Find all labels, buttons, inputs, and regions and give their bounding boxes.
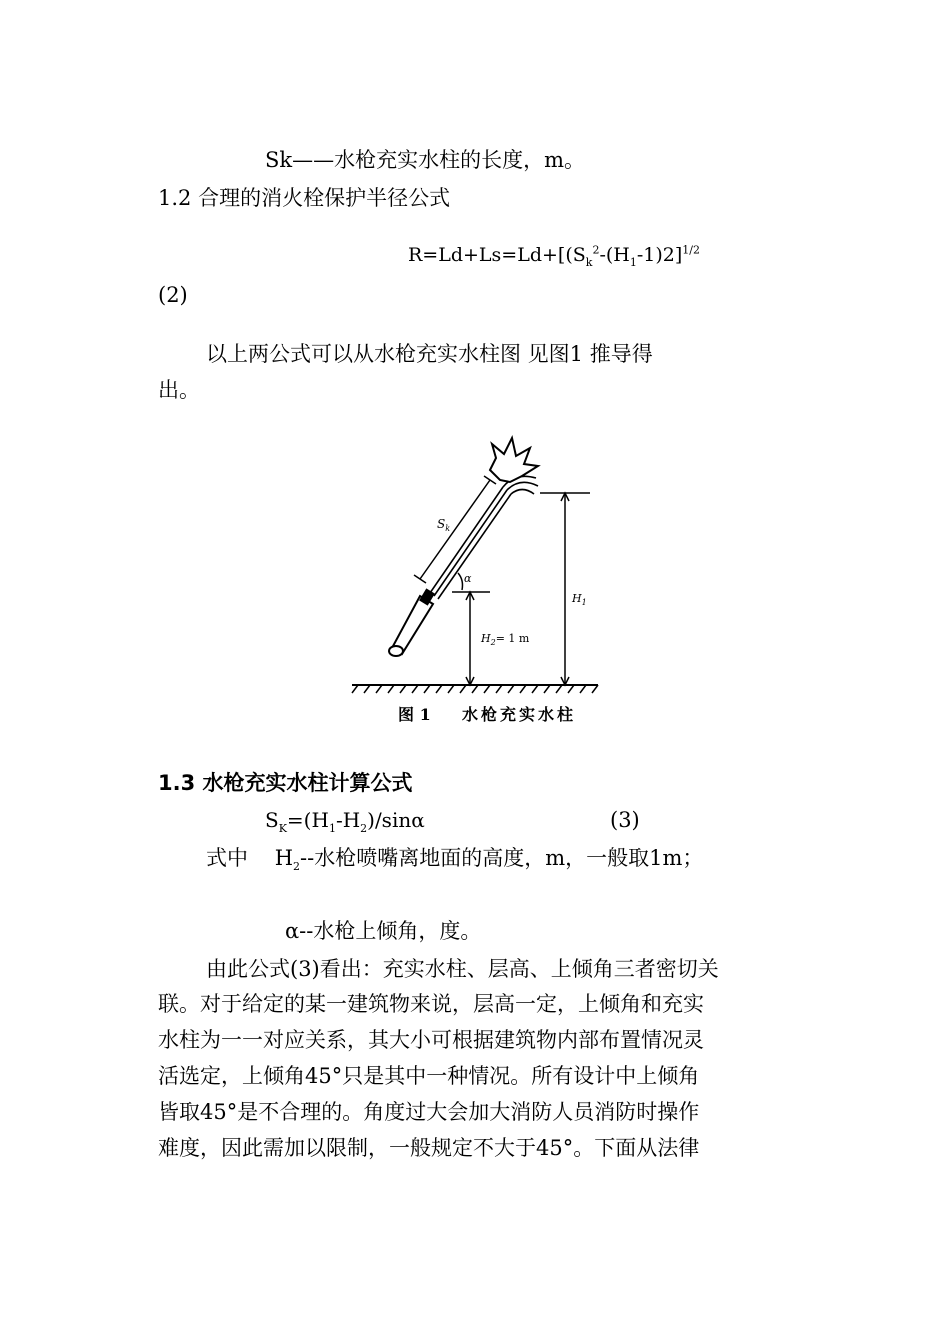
formula-3-part: =(H bbox=[286, 808, 329, 832]
formula-2-part: -(H bbox=[599, 244, 630, 266]
formula-3-sub-2: 2 bbox=[360, 822, 368, 835]
paragraph-1-line-1: 以上两公式可以从水枪充实水柱图 见图1 推导得 bbox=[206, 342, 653, 366]
paragraph-1-line-2: 出。 bbox=[158, 378, 200, 402]
formula-3-part: S bbox=[265, 808, 279, 832]
formula-3 bbox=[265, 806, 425, 834]
alpha-definition: α--水枪上倾角，度。 bbox=[285, 919, 482, 943]
paragraph-2-line: 由此公式(3)看出：充实水柱、层高、上倾角三者密切关 bbox=[206, 957, 719, 981]
formula-2-sup-2: 2 bbox=[592, 243, 600, 257]
formula-2-part: -1)2] bbox=[636, 244, 683, 266]
label-h1: $H_1$ bbox=[572, 592, 587, 607]
formula-2-sub-k: k bbox=[585, 255, 593, 269]
where-h-symbol: H bbox=[274, 846, 294, 870]
formula-2-number: (2) bbox=[158, 283, 188, 307]
water-jet-stream bbox=[430, 476, 538, 599]
section-1-2-title: 1.2 合理的消火栓保护半径公式 bbox=[158, 186, 451, 210]
label-sk: $S_k$ bbox=[437, 517, 451, 533]
figure-caption-title: 水枪充实水柱 bbox=[462, 705, 577, 724]
formula-3-sub-k: K bbox=[278, 822, 287, 835]
label-h2: $H_2= 1$ m bbox=[481, 632, 530, 647]
formula-3-part: )/sinα bbox=[367, 808, 425, 832]
where-h-text: --水枪喷嘴离地面的高度，m，一般取1m； bbox=[300, 846, 704, 870]
paragraph-2-line: 联。对于给定的某一建筑物来说，层高一定，上倾角和充实 bbox=[158, 992, 704, 1016]
formula-3-number: (3) bbox=[610, 808, 640, 832]
formula-2-part: R=Ld+Ls=Ld+[(S bbox=[408, 244, 586, 266]
label-alpha: α bbox=[464, 572, 472, 585]
sk-dimension bbox=[414, 476, 496, 583]
nozzle-handle bbox=[389, 646, 403, 656]
paragraph-2-line: 活选定，上倾角45°只是其中一种情况。所有设计中上倾角 bbox=[158, 1064, 700, 1088]
paragraph-2-line: 皆取45°是不合理的。角度过大会加大消防人员消防时操作 bbox=[158, 1100, 700, 1124]
formula-2 bbox=[408, 241, 700, 269]
water-jet-figure bbox=[340, 430, 610, 730]
where-line bbox=[206, 844, 703, 872]
formula-2-sup-half: 1/2 bbox=[682, 243, 700, 257]
where-label: 式中 bbox=[206, 846, 248, 870]
sk-definition: Sk——水枪充实水柱的长度，m。 bbox=[265, 148, 586, 172]
section-1-3-title: 1.3 水枪充实水柱计算公式 bbox=[158, 771, 413, 795]
ground-hatching bbox=[352, 685, 598, 693]
splash-burst-icon bbox=[490, 438, 538, 482]
h1-dimension bbox=[540, 493, 590, 685]
formula-3-part: -H bbox=[335, 808, 361, 832]
figure-caption-number: 图 1 bbox=[398, 705, 431, 724]
paragraph-2-line: 水柱为一一对应关系，其大小可根据建筑物内部布置情况灵 bbox=[158, 1028, 704, 1052]
formula-2-sub-1: 1 bbox=[629, 255, 637, 269]
formula-3-sub-1: 1 bbox=[328, 822, 336, 835]
paragraph-2-line: 难度，因此需加以限制，一般规定不大于45°。下面从法律 bbox=[158, 1136, 700, 1160]
alpha-arc bbox=[458, 573, 463, 590]
where-h-sub: 2 bbox=[293, 860, 301, 874]
